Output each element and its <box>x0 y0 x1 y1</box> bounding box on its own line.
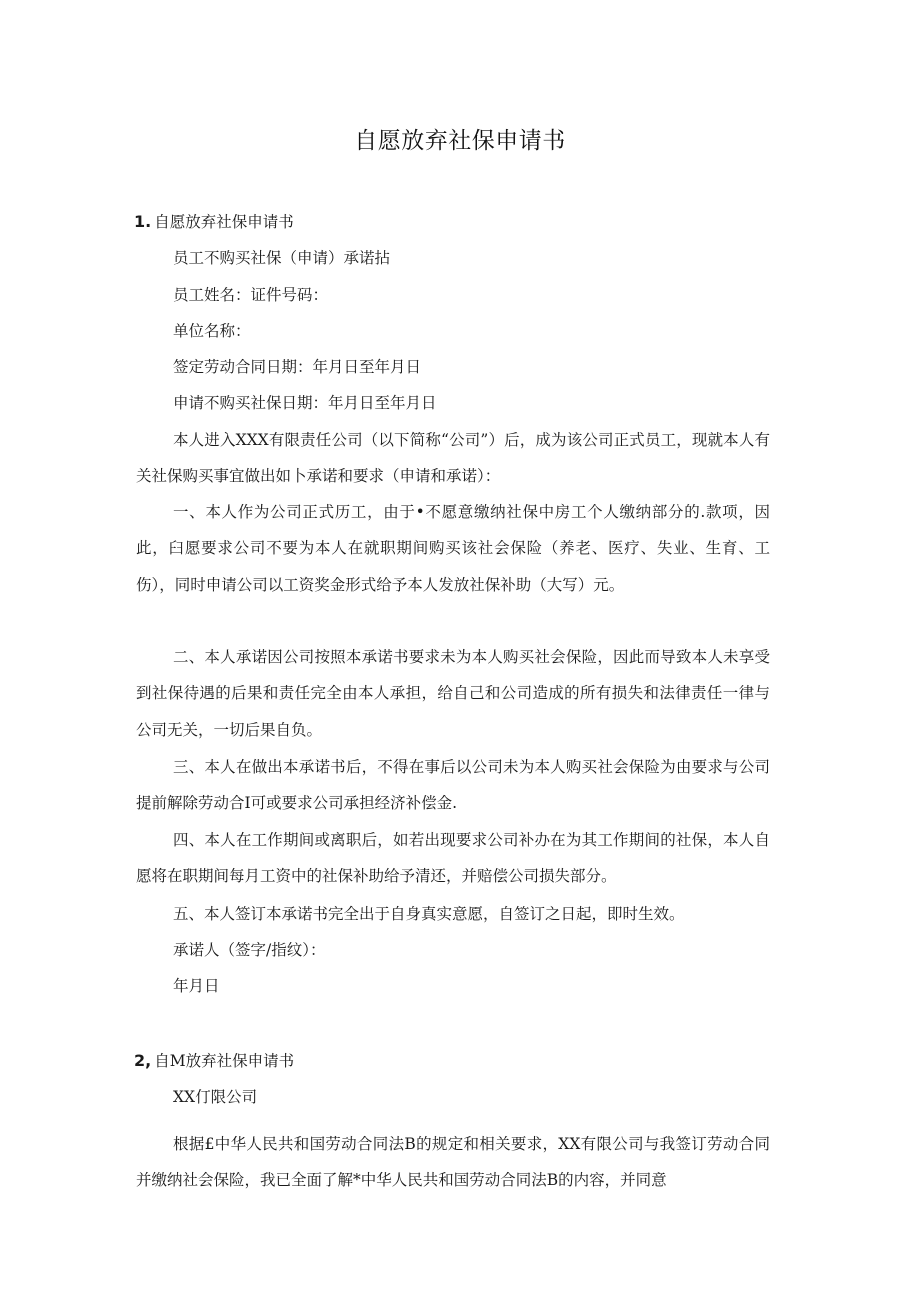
section-2-heading <box>134 1051 294 1071</box>
paragraph-intro: 本人进入XXX有限责任公司（以下简称“公司”）后，成为该公司正式员工，现就本人有关社保购买事宜做出如卜承诺和要求（申请和承诺）： <box>136 431 770 486</box>
closing-clause-5: 五、本人签订本承诺书完全出于自身真实意愿，自签订之日起，即时生效。 <box>173 905 685 923</box>
section-2-number: 2, <box>134 1051 152 1070</box>
signature-line: 承诺人（签字/指纹）： <box>173 941 326 959</box>
section-2-heading-text: 自M放弃社保申请书 <box>154 1052 295 1070</box>
document-title: 自愿放弃社保申请书 <box>354 128 566 154</box>
section-1-number: 1. <box>134 212 152 231</box>
paragraph-clause-1: 一、本人作为公司正式历工，由于•不愿意缴纳社保中房工个人缴纳部分的.款项，因此，臼愿要求公司不要为本人在就职期间购买该社会保险（养老、医疗、失业、生育、工伤），同时申请公司以工资奖金形式给予本人发放社保补助（大写）元。 <box>136 503 770 594</box>
company-line: XX仃限公司 <box>173 1088 258 1106</box>
paragraph-section-2: 根据£中华人民共和国劳动合同法B的规定和相关要求，XX有限公司与我签订劳动合同并缴纳社会保险，我已全面了解*中华人民共和国劳动合同法B的内容，并同意 <box>136 1135 770 1190</box>
form-line-contract-date: 签定劳动合同日期：年月日至年月日 <box>173 358 422 376</box>
section-1-heading <box>134 212 294 232</box>
section-1-heading-text: 自愿放弃社保申请书 <box>154 213 294 231</box>
form-line-employee-name: 员工姓名：证件号码： <box>173 286 329 304</box>
paragraph-clause-2: 二、本人承诺因公司按照本承诺书要求未为本人购买社会保险，因此而导致本人未享受到社保待遇的后果和责任完全由本人承担，给自己和公司造成的所有损失和法律责任一律与公司无关，一切后果自负。 <box>136 648 770 739</box>
form-line-commitment: 员工不购买社保（申请）承诺拈 <box>173 249 391 267</box>
form-line-company-name: 单位名称： <box>173 322 251 340</box>
paragraph-clause-4: 四、本人在工作期间或离职后，如若出现要求公司补办在为其工作期间的社保，本人自愿将在职期间每月工资中的社保补助给予清还，并赔偿公司损失部分。 <box>136 831 770 886</box>
paragraph-clause-3: 三、本人在做出本承诺书后，不得在事后以公司未为本人购买社会保险为由要求与公司提前解除劳动合I可或要求公司承担经济补偿金. <box>136 758 770 813</box>
date-line: 年月日 <box>173 977 220 995</box>
form-line-no-insurance-date: 申请不购买社保日期：年月日至年月日 <box>173 394 437 412</box>
